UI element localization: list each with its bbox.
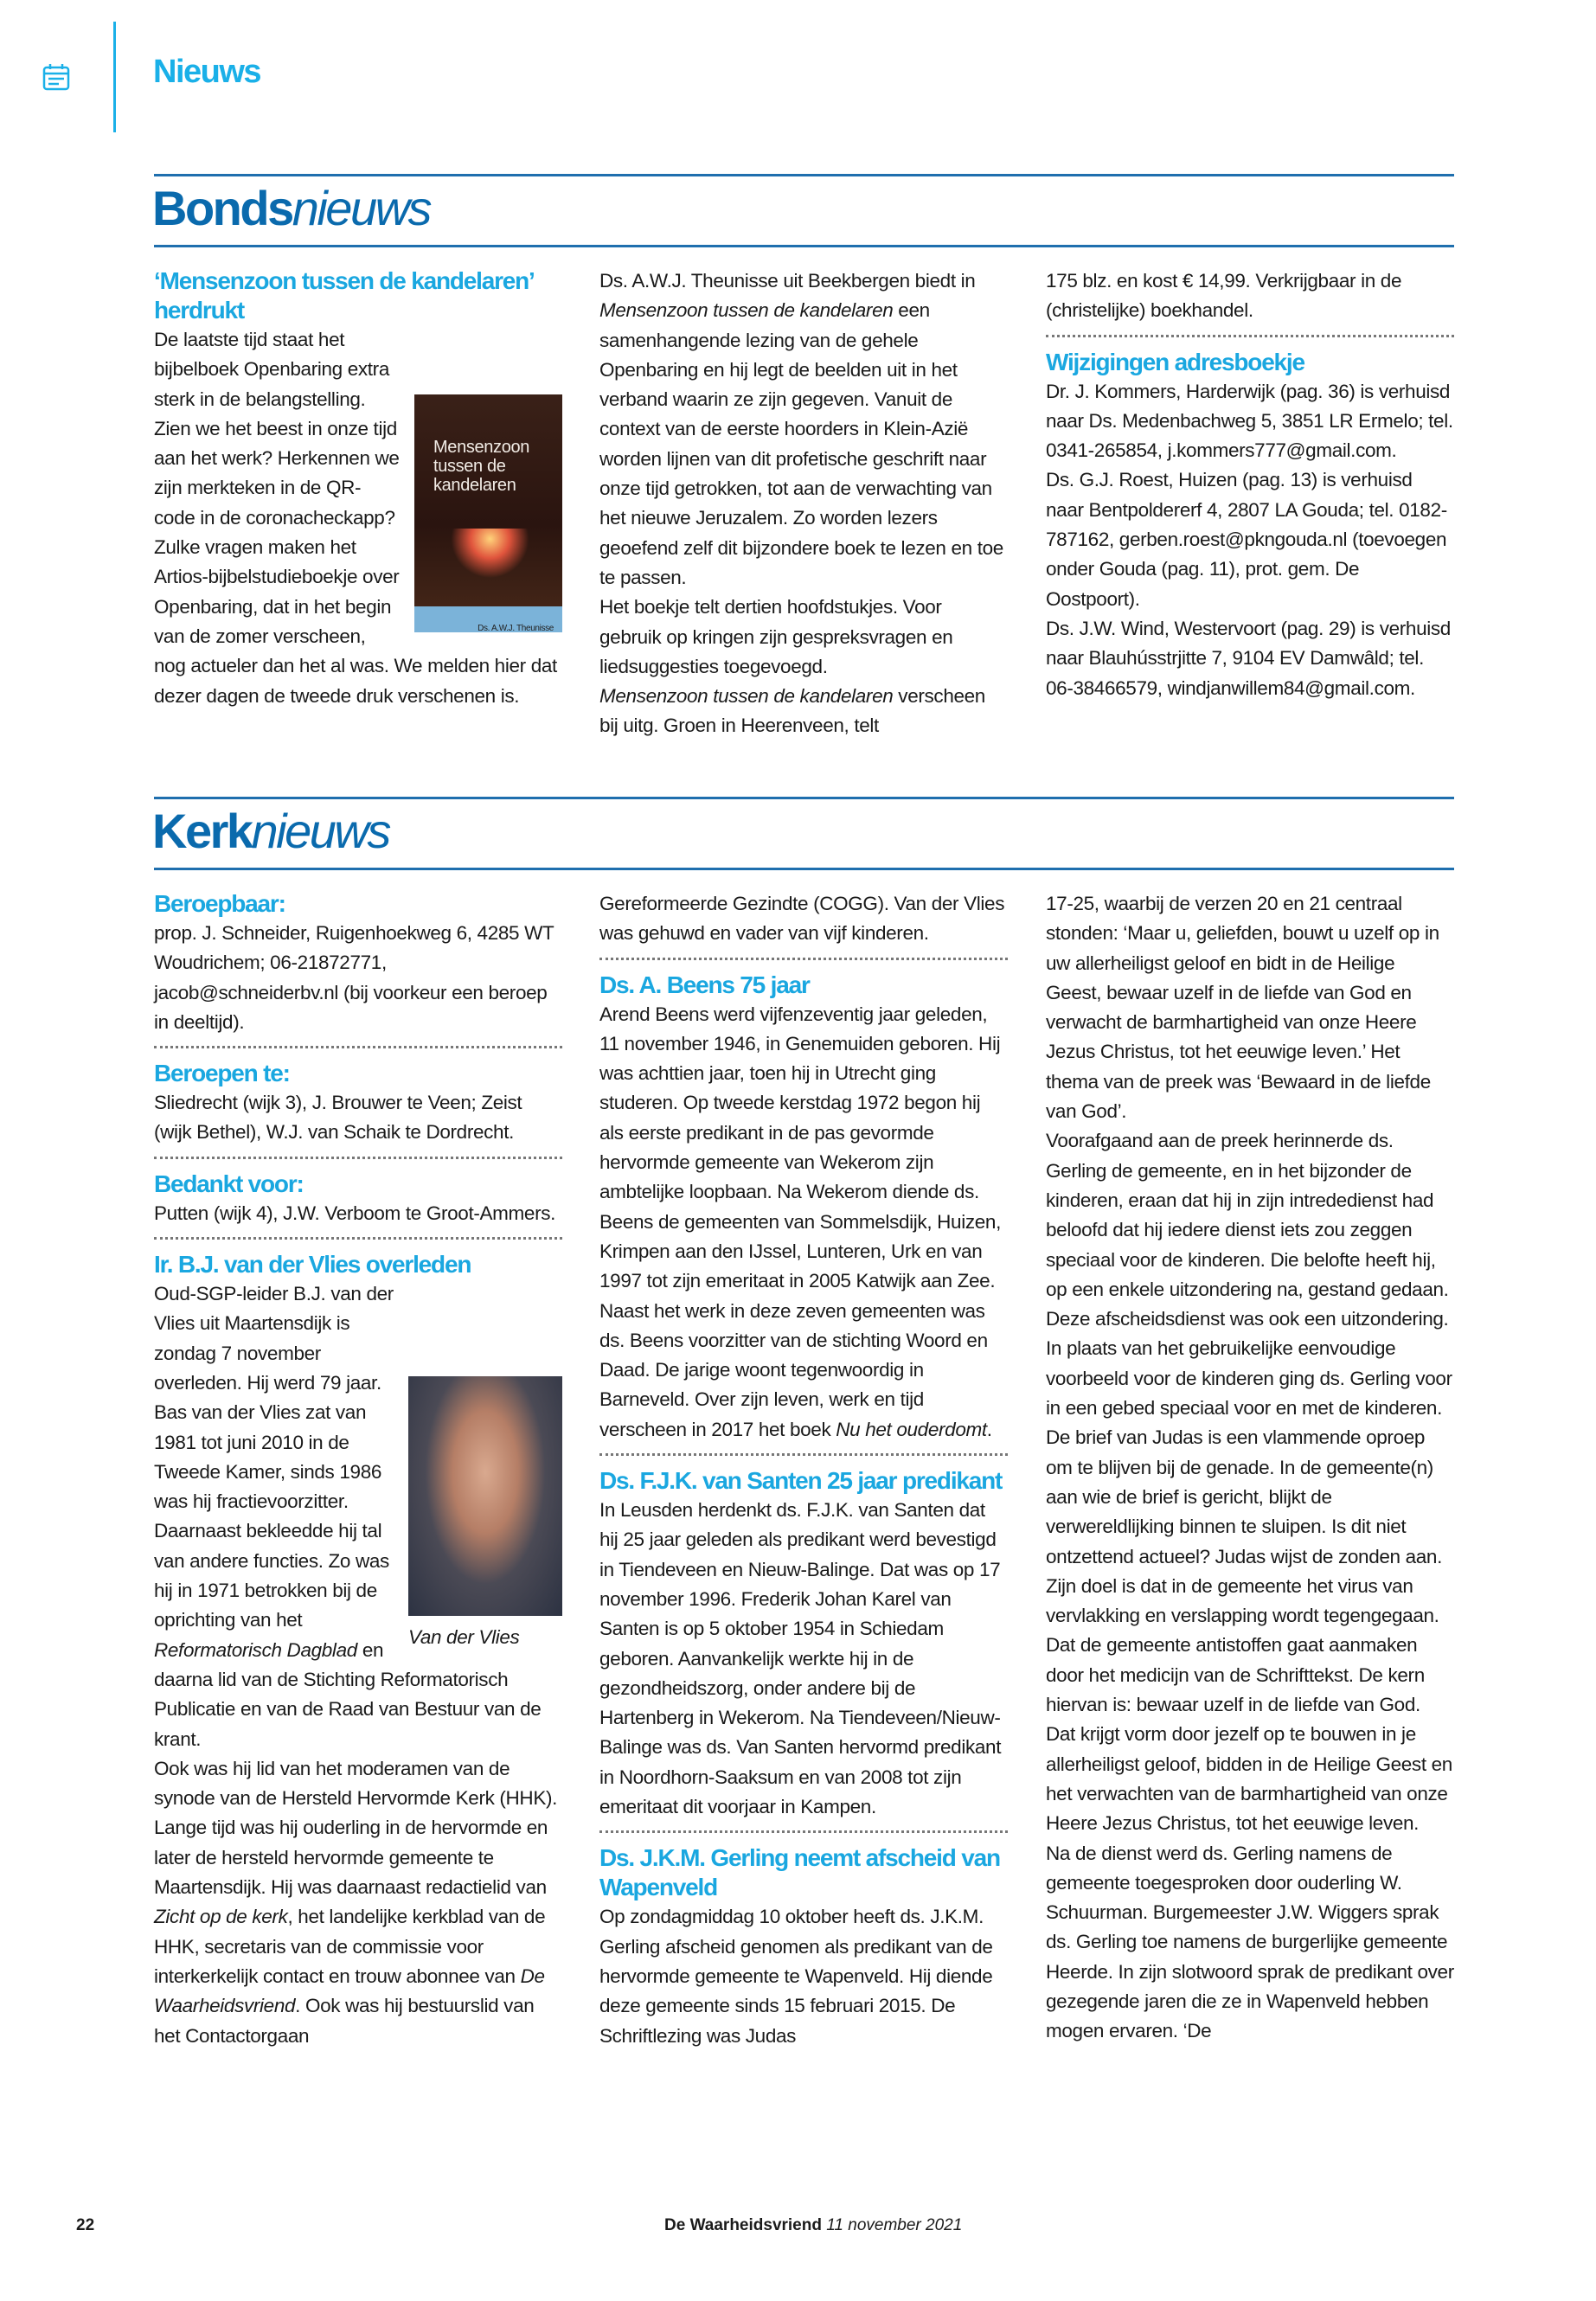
text-run: Voorafgaand aan de preek herinnerde ds. Gerling de gemeente, en in het bijzonder de kinderen, eraan dat hij in zijn intrededienst had beloofd dat hij iedere dienst iets zou zeggen speciaal voor de kinderen. Die belofte heeft hij, op een enkele uitzondering na, gestand gedaan. Deze afscheidsdienst was ook een uitzondering. In plaats van het gebruikelijke eenvoudige voorbeeld voor de kinderen ging ds. Gerling voor in een gebed speciaal voor en met de kinderen. bbox=[1046, 1130, 1452, 1420]
paragraph bbox=[154, 1088, 562, 1148]
text-run: een samenhangende lezing van de gehele Openbaring en hij legt de beelden uit in het verband waarin ze zijn gegeven. Vanuit de context van de eerste hoorders in Klein-Azië worden lijnen van dit profetische geschrift naar onze tijd getrokken, tot aan de verwachting van het nieuwe Jeruzalem. Zo worden lezers geoefend zelf dit bijzondere boek te lezen en toe te passen. bbox=[599, 299, 1003, 588]
text-run: Putten (wijk 4), J.W. Verboom te Groot-Ammers. bbox=[154, 1202, 556, 1224]
paragraph bbox=[1046, 889, 1454, 1126]
text-run: Sliedrecht (wijk 3), J. Brouwer te Veen; Zeist (wijk Bethel), W.J. van Schaik te Dordrecht. bbox=[154, 1092, 522, 1144]
paragraph bbox=[1046, 266, 1454, 326]
subheading: ‘Mensenzoon tussen de kandelaren’ herdrukt bbox=[154, 267, 534, 324]
paragraph bbox=[1046, 377, 1454, 466]
page-number: 22 bbox=[76, 2216, 95, 2234]
subheading: Ds. J.K.M. Gerling neemt afscheid van Wapenveld bbox=[599, 1844, 1000, 1901]
text-run: In Leusden herdenkt ds. F.J.K. van Santen dat hij 25 jaar geleden als predikant werd bevestigd in Tiendeveen en Nieuw-Balinge. Dat was op 17 november 1996. Frederik Johan Karel van Santen is op 5 oktober 1954 in Schiedam geboren. Aanvankelijk werkte hij in de gezondheidszorg, onder andere bij de Hartenberg in Wekerom. Na Tiendeveen/Nieuw-Balinge was ds. Van Santen hervormd predikant in Noordhorn-Saaksum en van 2008 tot zijn emeritaat dit voorjaar in Kampen. bbox=[599, 1499, 1002, 1818]
text-run: . bbox=[986, 1418, 992, 1440]
rule bbox=[154, 174, 1454, 176]
dotted-separator bbox=[599, 1453, 1008, 1456]
dotted-separator bbox=[599, 1830, 1008, 1833]
rule bbox=[154, 245, 1454, 247]
text-run: Ds. G.J. Roest, Huizen (pag. 13) is verhuisd naar Bentpoldererf 4, 2807 LA Gouda; tel. 0182-787162, gerben.roest@pkngouda.nl (toevoegen onder Gouda (pag. 11), prot. gem. De Oostpoort). bbox=[1046, 469, 1447, 610]
book-cover-image bbox=[414, 394, 562, 632]
subheading: Ds. A. Beens 75 jaar bbox=[599, 971, 810, 998]
heading-italic: nieuws bbox=[292, 181, 431, 235]
text-run: Ds. A.W.J. Theunisse uit Beekbergen biedt in bbox=[599, 270, 976, 292]
text-run: Oud-SGP-leider B.J. van der Vlies uit Maartensdijk is zondag 7 november overleden. Hij werd 79 jaar. Bas van der Vlies zat van 1981 tot juni 2010 in de Tweede Kamer, sinds 1986 was hij fractievoorzitter. Daarnaast bekleedde hij tal van andere functies. Zo was hij in 1971 betrokken bij de oprichting van het bbox=[154, 1283, 394, 1631]
publication-name: De Waarheidsvriend bbox=[664, 2216, 822, 2234]
italic-title: Zicht op de kerk bbox=[154, 1906, 288, 1928]
dotted-separator bbox=[154, 1237, 562, 1240]
text-run: Ook was hij lid van het moderamen van de synode van de Hersteld Hervormde Kerk (HHK). Lange tijd was hij ouderling in de hervormde en later de hersteld hervormde gemeente te Maartensdijk. Hij was daarnaast redactielid van bbox=[154, 1757, 558, 1899]
header-divider bbox=[113, 22, 116, 132]
italic-title: Mensenzoon tussen de kandelaren bbox=[599, 685, 894, 708]
subheading: Ir. B.J. van der Vlies overleden bbox=[154, 1251, 471, 1279]
text-run: verscheen bij uitg. Groen in Heerenveen, telt bbox=[599, 685, 985, 737]
dotted-separator bbox=[154, 1046, 562, 1048]
portrait-figure bbox=[408, 1376, 562, 1652]
text-run: 175 blz. en kost € 14,99. Verkrijgbaar in de (christelijke) boekhandel. bbox=[1046, 270, 1402, 322]
paragraph bbox=[599, 266, 1008, 593]
text-run: , het landelijke kerkblad van de HHK, secretaris van de commissie voor interkerkelijk contact en trouw abonnee van bbox=[154, 1906, 546, 1987]
text-run: Het boekje telt dertien hoofdstukjes. Voor gebruik op kringen zijn gespreksvragen en liedsuggesties toegevoegd. bbox=[599, 596, 953, 677]
book-cover-author: Ds. A.W.J. Theunisse bbox=[414, 606, 562, 632]
calendar-icon bbox=[42, 62, 71, 92]
footer-publication bbox=[664, 2216, 962, 2235]
photo-caption: Van der Vlies bbox=[408, 1626, 520, 1649]
rule bbox=[154, 797, 1454, 799]
bonds-column-2 bbox=[599, 266, 1008, 741]
text-run: . Ook was hij bestuurslid van het Contactorgaan bbox=[154, 1995, 535, 2047]
paragraph bbox=[154, 919, 562, 1037]
paragraph bbox=[1046, 614, 1454, 703]
subheading: Beroepen te: bbox=[154, 1060, 290, 1087]
bondsnieuws-heading bbox=[152, 180, 430, 236]
publication-date: 11 november 2021 bbox=[826, 2216, 963, 2234]
paragraph bbox=[1046, 1839, 1454, 2047]
italic-title: Mensenzoon tussen de kandelaren bbox=[599, 299, 894, 322]
paragraph bbox=[599, 1902, 1008, 2050]
paragraph bbox=[599, 682, 1008, 741]
candles-graphic bbox=[440, 529, 540, 580]
italic-title: De Waarheidsvriend bbox=[154, 1965, 545, 2017]
bonds-column-1 bbox=[154, 266, 562, 711]
paragraph bbox=[599, 1496, 1008, 1822]
text-run: Arend Beens werd vijfenzeventig jaar geleden, 11 november 1946, in Genemuiden geboren. Hij was achttien jaar, toen hij in Utrecht ging studeren. Op tweede kerstdag 1972 begon hij als eerste predikant in de pas gevormde hervormde gemeente van Wekerom zijn ambtelijke loopbaan. Na Wekerom diende ds. Beens de gemeenten van Sommelsdijk, Huizen, Krimpen aan den IJssel, Lunteren, Urk en van 1997 tot zijn emeritaat in 2005 Katwijk aan Zee. Naast het werk in deze zeven gemeenten was ds. Beens voorzitter van de stichting Woord en Daad. De jarige woont tegenwoordig in Barneveld. Over zijn leven, werk en tijd verscheen in 2017 het boek bbox=[599, 1003, 1001, 1440]
paragraph bbox=[1046, 465, 1454, 613]
kerk-column-3 bbox=[1046, 889, 1454, 2047]
book-cover-title: Mensenzoon tussen de kandelaren bbox=[433, 438, 530, 495]
section-label: Nieuws bbox=[153, 54, 261, 90]
paragraph bbox=[1046, 1423, 1454, 1838]
kerk-column-2 bbox=[599, 889, 1008, 2051]
kerk-column-1 bbox=[154, 889, 562, 2051]
portrait-photo bbox=[408, 1376, 562, 1616]
paragraph bbox=[154, 1754, 562, 2051]
subheading: Ds. F.J.K. van Santen 25 jaar predikant bbox=[599, 1467, 1003, 1495]
kerknieuws-heading bbox=[152, 803, 389, 859]
text-run: Gereformeerde Gezindte (COGG). Van der Vlies was gehuwd en vader van vijf kinderen. bbox=[599, 893, 1005, 945]
paragraph bbox=[599, 1000, 1008, 1445]
rule bbox=[154, 868, 1454, 870]
dotted-separator bbox=[599, 958, 1008, 960]
dotted-separator bbox=[1046, 335, 1454, 337]
subheading: Wijzigingen adresboekje bbox=[1046, 348, 1304, 375]
text-run: 17-25, waarbij de verzen 20 en 21 centraal stonden: ‘Maar u, geliefden, bouwt u uzelf op in uw allerheiligst geloof en bidt in de Heilige Geest, bewaar uzelf in de liefde van God en verwacht de barmhartigheid van onze Heere Jezus Christus, tot het eeuwige leven.’ Het thema van de preek was ‘Bewaard in de liefde van God’. bbox=[1046, 893, 1439, 1123]
text-run: Dr. J. Kommers, Harderwijk (pag. 36) is verhuisd naar Ds. Medenbachweg 5, 3851 LR Ermelo; tel. 0341-265854, j.kommers777@gmail.com. bbox=[1046, 380, 1453, 462]
text-run: De brief van Judas is een vlammende oproep om te blijven bij de genade. In de gemeente(n) aan wie de brief is gericht, blijkt de verwereldlijking binnen te sluipen. Is dit niet ontzettend actueel? Judas wijst de zonden aan. Zijn doel is dat in de gemeente het virus van vervlakking en verslapping wordt tegengegaan. Dat de gemeente antistoffen gaat aanmaken door het medicijn van de Schrifttekst. De kern hiervan is: bewaar uzelf in de liefde van God. Dat krijgt vorm door jezelf op te bouwen in je allerheiligst geloof, bidden in de Heilige Geest en het verwachten van de barmhartigheid van onze Heere Jezus Christus, tot het eeuwige leven. bbox=[1046, 1426, 1452, 1835]
heading-bold: Kerk bbox=[152, 804, 252, 858]
paragraph bbox=[154, 1199, 562, 1228]
dotted-separator bbox=[154, 1157, 562, 1159]
italic-title: Nu het ouderdomt bbox=[836, 1418, 987, 1440]
paragraph bbox=[599, 889, 1008, 949]
subheading: Beroepbaar: bbox=[154, 890, 285, 917]
text-run: Na de dienst werd ds. Gerling namens de gemeente toegesproken door ouderling W. Schuurman. Burgemeester J.W. Wiggers sprak ds. Gerling toe namens de burgerlijke gemeente Heerde. In zijn slotwoord sprak de predikant over gezegende jaren die ze in Wapenveld hebben mogen ervaren. ‘De bbox=[1046, 1842, 1454, 2042]
italic-title: Reformatorisch Dagblad bbox=[154, 1638, 357, 1661]
text-run: De laatste tijd staat het bijbelboek Openbaring extra sterk in de belangstelling. Zien we het beest in onze tijd aan het werk? Herkennen we zijn merkteken in de QR-code in de coronacheckapp? Zulke vragen maken het Artios-bijbelstudieboekje over Openbaring, dat in het begin van de zomer verscheen, nog actueler dan het al was. We melden hier dat dezer dagen de tweede druk verschenen is. bbox=[154, 329, 557, 707]
bonds-column-3 bbox=[1046, 266, 1454, 703]
paragraph bbox=[1046, 1126, 1454, 1423]
text-run: Ds. J.W. Wind, Westervoort (pag. 29) is verhuisd naar Blauhússtrjitte 7, 9104 EV Damwâld; tel. 06-38466579, windjanwillem84@gmail.com. bbox=[1046, 617, 1451, 699]
subheading: Bedankt voor: bbox=[154, 1170, 304, 1197]
text-run: prop. J. Schneider, Ruigenhoekweg 6, 4285 WT Woudrichem; 06-21872771, jacob@schneiderbv.nl (bij voorkeur een beroep in deeltijd). bbox=[154, 922, 554, 1033]
text-run: Op zondagmiddag 10 oktober heeft ds. J.K.M. Gerling afscheid genomen als predikant van de hervormde gemeente te Wapenveld. Hij diende deze gemeente sinds 15 februari 2015. De Schriftlezing was Judas bbox=[599, 1906, 993, 2047]
text-run: en daarna lid van de Stichting Reformatorisch Publicatie en van de Raad van Bestuur van de krant. bbox=[154, 1638, 542, 1750]
heading-italic: nieuws bbox=[251, 804, 389, 858]
paragraph bbox=[599, 593, 1008, 682]
heading-bold: Bonds bbox=[152, 181, 292, 235]
